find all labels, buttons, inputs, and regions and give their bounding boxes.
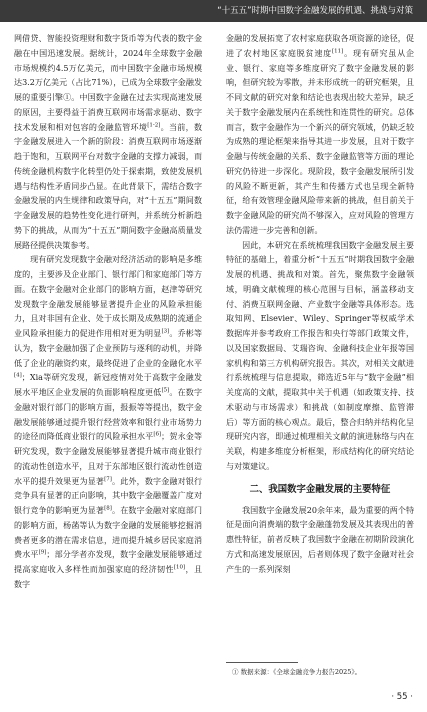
citation: [11] — [332, 48, 344, 55]
citation: [10] — [173, 564, 186, 571]
citation: [3] — [161, 328, 170, 335]
left-column — [14, 32, 202, 593]
citation: [6] — [153, 431, 162, 438]
paragraph-left-1: 网借贷、智能投资理财和数字货币等为代表的数字金融在中国迅速发展。据统计，2024年全球数字金融市场规模约4.5万亿美元，而中国数字金融市场规模达3.2万亿美元（占比71%），已成为全球数字金融发展的重要引擎①。中国数字金融在过去实现高速发展的原因，主要得益于消费互联网市场需求驱动、数字技术发展和相对包容的金融监管环境[1-2]。当前，数字金融发展进入一个新的阶段：消费互联网市场逐渐趋于饱和，互联网平台对数字金融的支撑力减弱，而传统金融机构数字化转型仍处于探索期，致使发展机遇与结构性矛盾同步凸显。在此背景下，需结合数字金融发展的内生规律和政策导向，对“十五五”期间数字金融发展的趋势性变化进行研判，并系统分析新趋势下的挑战，从而为“十五五”期间数字金融高质量发展路径提供决策参考。 — [14, 34, 203, 250]
paragraph-right-2: 因此，本研究在系统梳理我国数字金融发展主要特征的基础上，着重分析“十五五”时期我国数字金融发展的机遇、挑战和对策。首先，聚焦数字金融领域，明确文献梳理的核心范围与目标，涵盖移动支付、消费互联网金融、产业数字金融等具体形态。选取知网、Elsevier、Wiley、Springer等权威学术数据库并参考政府工作报告和央行等部门政策文件，以及国家数据局、艾瑞咨询、金融科技企业年报等国家机构和第三方机构研究报告。其次，对相关文献进行系统梳理与信息提取，筛选近5年与“数字金融”相关度高的文献，提取其中关于机遇（如政策支持、技术驱动与市场需求）和挑战（如制度摩擦、监管滞后）等方面的核心观点。最后，整合归纳并结构化呈现研究内容，即通过梳理相关文献的演进脉络与内在关联，构建多维度分析框架，形成结构化的研究结论与对策建议。 — [226, 240, 414, 471]
citation: [8] — [104, 505, 112, 512]
right-column — [226, 32, 414, 577]
citation: [5] — [161, 387, 170, 394]
citation: [4] — [14, 372, 22, 379]
page-number: · 55 · — [391, 692, 413, 702]
paragraph-right-3: 我国数字金融发展20余年来，最为重要的两个特征是面向消费端的数字金融蓬勃发展及其表现出的普惠性特征，前者反映了我国数字金融在初期阶段演化方式和高速发展原因，后者则体现了数字金融对社会产生的一系列深刻 — [226, 505, 414, 574]
section-heading: 二、我国数字金融发展的主要特征 — [249, 483, 391, 495]
citation: [1-2] — [147, 121, 161, 128]
footnote-divider — [226, 662, 298, 663]
paragraph-left-2: 现有研究发现数字金融对经济活动的影响是多维度的，主要涉及企业部门、银行部门和家庭部门等方面。在数字金融对企业部门的影响方面，赵津等研究发现数字金融发展能够显著提升企业的风险承担能力，且对非国有企业、处于成长期及成熟期的流通企业风险承担能力的促进作用相对更为明显[3]。乔彬等认为，数字金融加强了企业预防与逐利的动机，并降低了企业的融资约束，最终促进了企业的金融化水平[4]；Xia等研究发现，新冠疫情对处于高数字金融发展水平地区企业发展的负面影响程度更低[5]。在数字金融对银行部门的影响方面，报振等等提出，数字金融发展能够通过提升银行经营效率和银行业市场势力的途径而降低商业银行的风险承担水平[6]；贺永金等研究发现，数字金融发展能够显著提升城市商业银行的流动性创造水平，且对于东部地区银行流动性创造水平的提升效果更为显著[7]。此外，数字金融对银行竞争具有显著的正向影响，其中数字金融覆盖广度对银行竞争的影响更为显著[8]。在数字金融对家庭部门的影响方面，杨菡等认为数字金融的发展能够挖掘消费者更多的潜在需求信息，进而提升城乡居民家庭消费水平[9]；部分学者亦发现，数字金融发展能够通过提高家庭收入多样性而加强家庭的经济韧性[10]，且数字 — [14, 255, 203, 589]
footnote: ① 数据来源：《全球金融竞争力报告2025》。 — [232, 668, 362, 676]
paragraph-right-1: 金融的发展拓宽了农村家庭获取各项资源的途径，促进了农村地区家庭脱贫速度[11]。现有研究虽从企业、银行、家庭等多维度研究了数字金融发展的影响，但研究较为零散，并未形成统一的研究框架，且不同文献的研究对象和结论也表现出较大差异，缺乏关于数字金融发展内在系统性和连贯性的研究。总体而言，数字金融作为一个新兴的研究领域，仍缺乏较为成熟的理论框架来指导其进一步发展，且对于数字金融与传统金融的关系、数字金融监管等方面的理论研究仍待进一步深化。现阶段，数字金融发展所引发的风险不断更新，其产生和传播方式也呈现全新特征，给有效管理金融风险带来新的挑战，但目前关于数字金融风险的研究尚不够深入，应对风险的管理方法仍需进一步完善和创新。 — [226, 34, 415, 235]
citation: [9] — [38, 549, 47, 556]
running-header — [0, 0, 427, 22]
citation: [7] — [104, 475, 112, 482]
running-title: “十五五”时期中国数字金融发展的机遇、挑战与对策 — [217, 6, 413, 16]
